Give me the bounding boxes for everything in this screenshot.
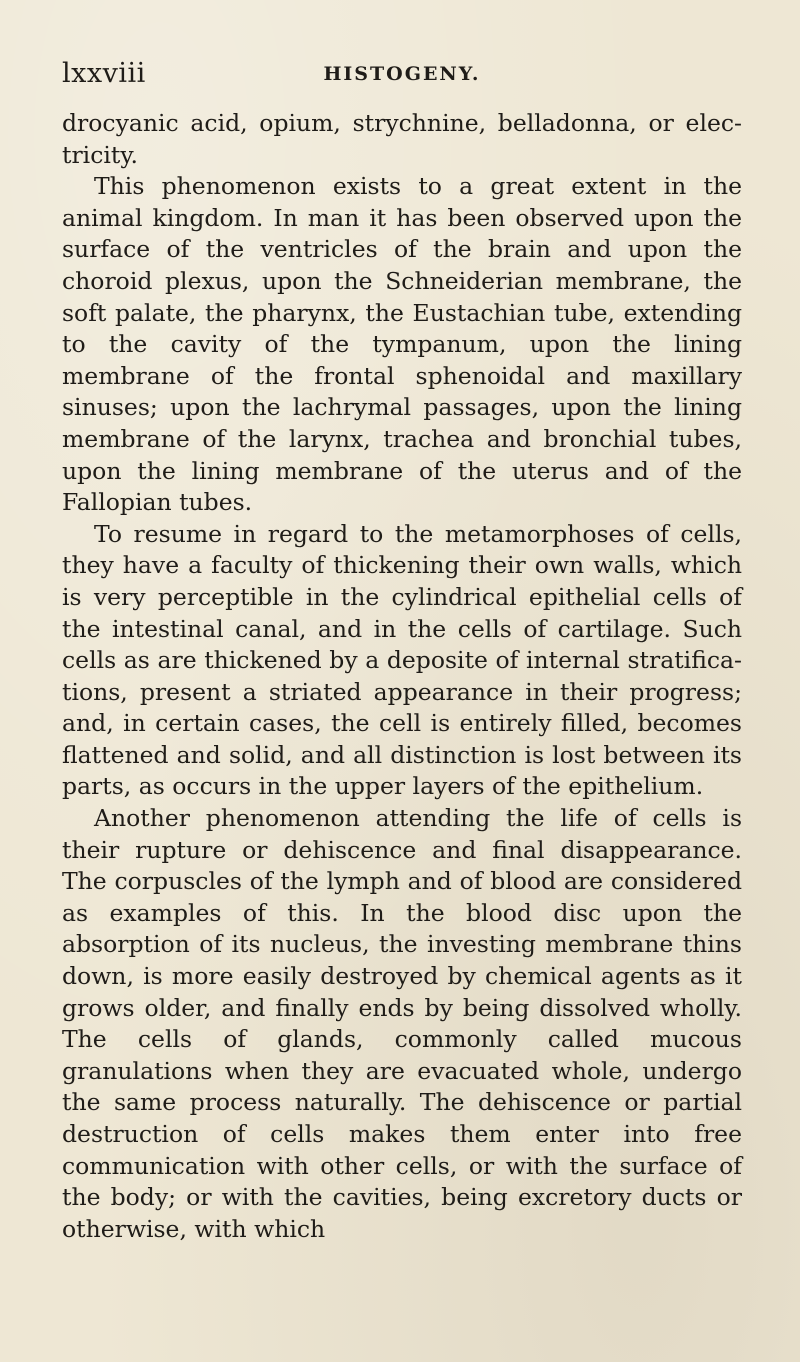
- page-header: [62, 58, 742, 98]
- paragraph: This phenomenon exists to a great extent in the animal kingdom. In man it has been observed upon the surface of the ventricles of the brain and upon the choroid plexus, upon the Schneiderian membrane, the soft palate, the pharynx, the Eustachian tube, extending to the cavity of the tympanum, upon the lining membrane of the frontal sphenoidal and maxillary sinuses; upon the lachrymal passages, upon the lining membrane of the larynx, trachea and bronchial tubes, upon the lining membrane of the uterus and of the Fallopian tubes.: [62, 172, 742, 517]
- paragraph: Another phenomenon attending the life of cells is their rupture or dehiscence and final disappearance. The corpuscles of the lymph and of blood are considered as examples of this. In the blood disc upon the absorption of its nucleus, the investing membrane thins down, is more easily destroyed by chemical agents as it grows older, and finally ends by being dissolved wholly. The cells of glands, commonly called mucous granulations when they are evacuated whole, undergo the same process naturally. The dehiscence or partial destruction of cells makes them enter into free communication with other cells, or with the surface of the body; or with the cavities, being excretory ducts or otherwise, with which: [62, 804, 742, 1243]
- page-number: lxxviii: [62, 58, 146, 89]
- paragraph-continued: drocyanic acid, opium, strychnine, belladonna, or electricity.: [62, 109, 742, 169]
- running-title: HISTOGENY.: [323, 63, 481, 85]
- body-text: [62, 108, 742, 1245]
- paragraph: To resume in regard to the metamorphoses of cells, they have a faculty of thickening their own walls, which is very perceptible in the cylindrical epithelial cells of the intestinal canal, and in the cells of cartilage. Such cells as are thickened by a deposite of internal stratifications, present a striated appearance in their progress; and, in certain cases, the cell is entirely filled, becomes flattened and solid, and all distinction is lost between its parts, as occurs in the upper layers of the epithelium.: [62, 519, 742, 801]
